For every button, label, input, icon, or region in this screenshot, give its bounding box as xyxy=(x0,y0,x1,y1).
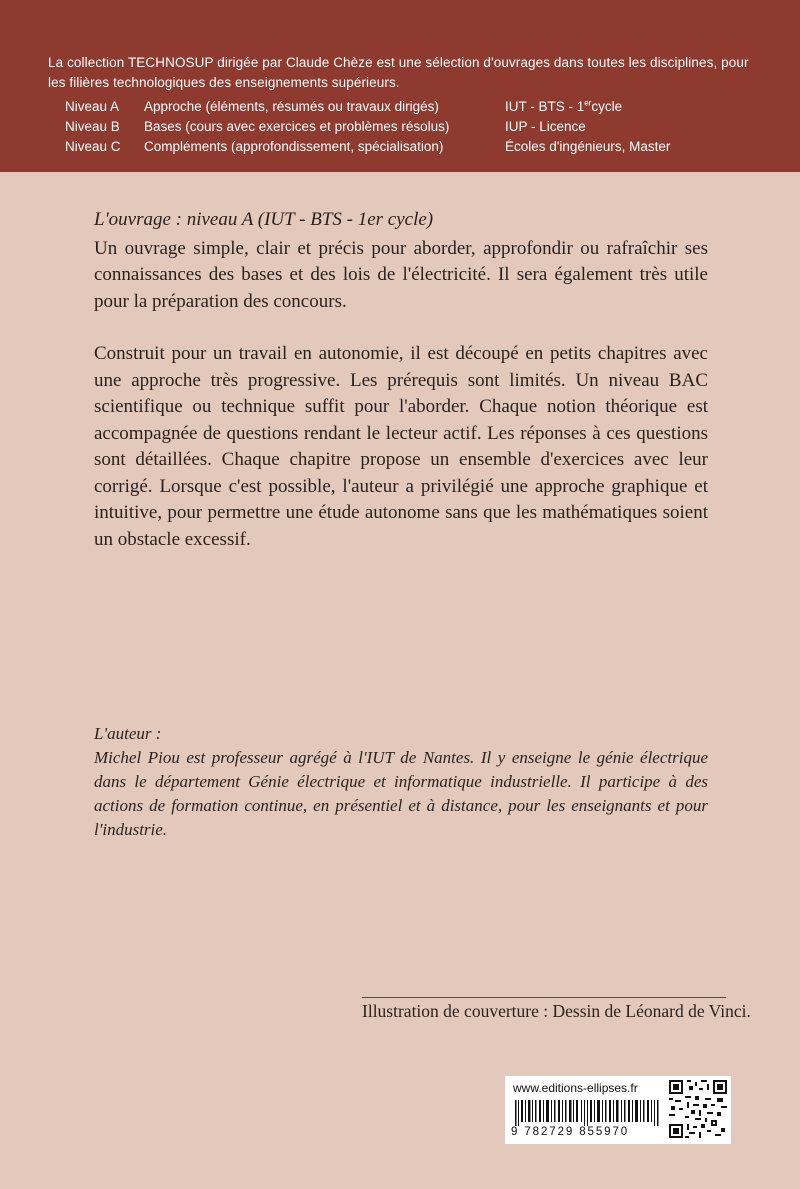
level-audience-text: IUT - BTS - 1 xyxy=(505,99,585,114)
credit-divider xyxy=(362,997,726,998)
level-audience xyxy=(505,137,670,157)
level-name: Niveau A xyxy=(65,99,120,114)
level-description: Bases (cours avec exercices et problèmes résolus) xyxy=(144,119,450,134)
level-description: Compléments (approfondissement, spécialisation) xyxy=(144,139,444,154)
book-description xyxy=(94,207,708,579)
book-paragraph-1: Un ouvrage simple, clair et précis pour aborder, approfondir ou rafraîchir ses connaissances des bases et des lois de l'électricité. Il sera également très utile pour la préparation des concours. xyxy=(94,237,708,312)
level-name: Niveau B xyxy=(65,119,120,134)
level-audience-text: IUP - Licence xyxy=(505,119,586,134)
level-audience xyxy=(505,97,622,117)
level-row-b xyxy=(0,117,800,137)
collection-intro: La collection TECHNOSUP dirigée par Claude Chèze est une sélection d'ouvrages dans toutes les disciplines, pour les filières technologiques des enseignements supérieurs. xyxy=(48,55,749,90)
illustration-credit: Illustration de couverture : Dessin de Léonard de Vinci. xyxy=(362,1001,751,1021)
level-audience-text: Écoles d'ingénieurs, Master xyxy=(505,139,671,154)
collection-banner xyxy=(0,0,800,172)
level-audience xyxy=(505,117,586,137)
barcode-icon xyxy=(515,1100,665,1126)
level-row-a xyxy=(0,97,800,117)
qr-code-icon xyxy=(669,1080,727,1138)
author-heading: L'auteur : xyxy=(94,724,162,743)
author-section xyxy=(94,722,708,842)
level-name: Niveau C xyxy=(65,139,121,154)
level-audience-superscript: er xyxy=(584,98,592,108)
author-bio: Michel Piou est professeur agrégé à l'IUT de Nantes. Il y enseigne le génie électrique dans le département Génie électrique et informatique industrielle. Il participe à des actions de formation continue, en présentiel et à distance, pour les enseignants et pour l'industrie. xyxy=(94,748,708,839)
barcode-panel xyxy=(505,1076,731,1144)
level-row-c xyxy=(0,137,800,157)
level-audience-tail: cycle xyxy=(591,99,623,114)
book-heading: L'ouvrage : niveau A (IUT - BTS - 1er cycle) xyxy=(94,209,434,230)
publisher-url: www.editions-ellipses.fr xyxy=(513,1081,638,1095)
book-paragraph-2: Construit pour un travail en autonomie, il est découpé en petits chapitres avec une approche très progressive. Les prérequis sont limités. Un niveau BAC scientifique ou technique suffit pour l'aborder. Chaque notion théorique est accompagnée de questions rendant le lecteur actif. Les réponses à ces questions sont détaillées. Chaque chapitre propose un ensemble d'exercices avec leur corrigé. Lorsque c'est possible, l'auteur a privilégié une approche graphique et intuitive, pour permettre une étude autonome sans que les mathématiques soient un obstacle excessif. xyxy=(94,343,708,550)
level-description: Approche (éléments, résumés ou travaux dirigés) xyxy=(144,99,439,114)
isbn-digits: 9 782729 855970 xyxy=(511,1126,630,1138)
